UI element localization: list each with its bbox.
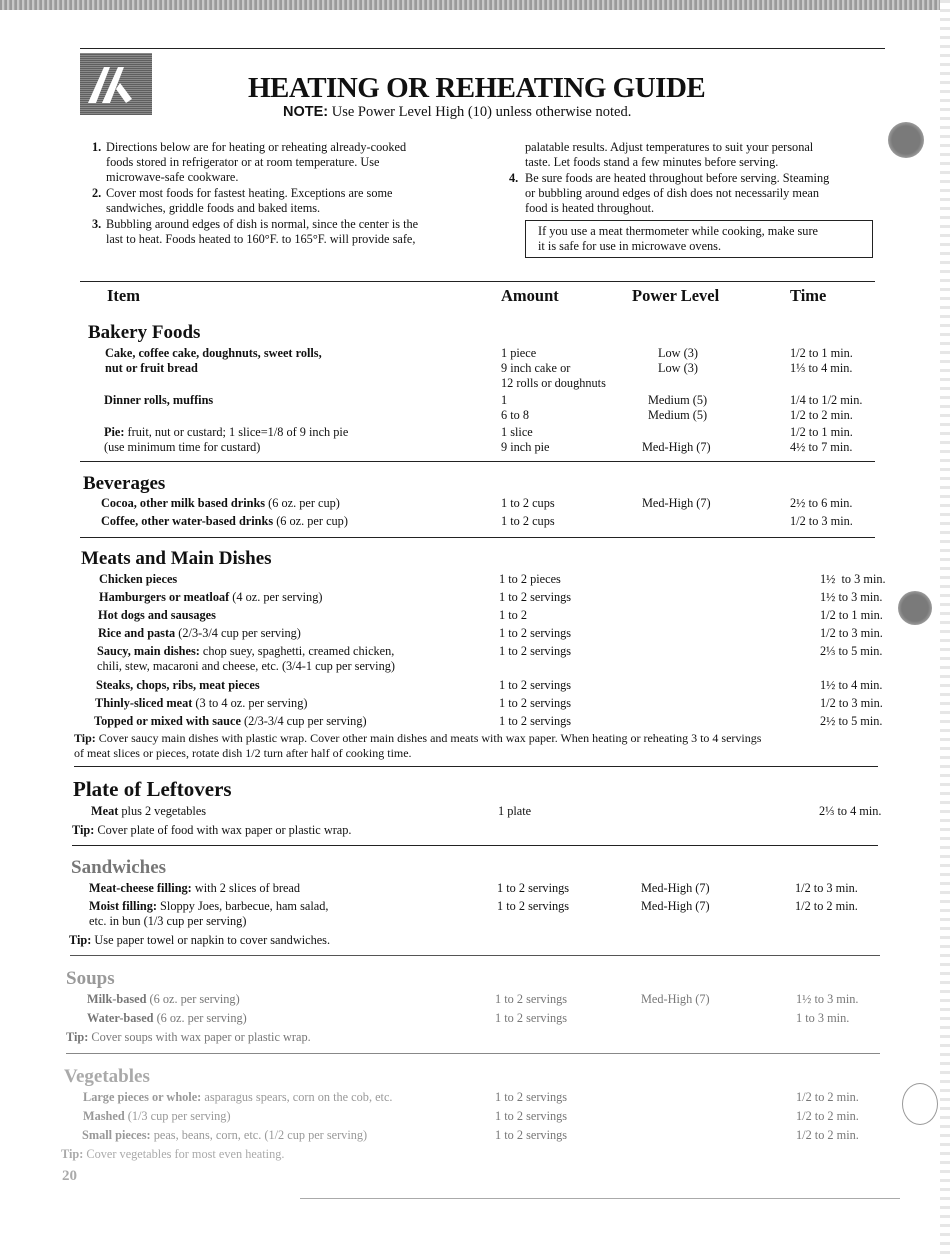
- table-row: Meat plus 2 vegetables: [91, 804, 207, 818]
- amount-cell: 1 to 2 servings: [499, 644, 572, 658]
- table-row: Steaks, chops, ribs, meat pieces: [96, 678, 260, 692]
- binder-hole-icon: [888, 122, 924, 158]
- amount-cell: 1 plate: [498, 804, 532, 818]
- amount-cell: 1 to 2 servings: [495, 1090, 568, 1104]
- intro-item-1: Directions below are for heating or reheating already-cooked foods stored in refrigerator or at room temperature. Use microwave-safe cookware.: [106, 140, 407, 184]
- time-cell: 2½ to 6 min.: [790, 496, 853, 510]
- time-cell: 2½ to 5 min.: [820, 714, 883, 728]
- soups-tip: Tip: Cover soups with wax paper or plastic wrap.: [66, 1030, 311, 1044]
- time-cell: 1/4 to 1/2 min. 1/2 to 2 min.: [790, 393, 863, 422]
- time-cell: 1½ to 4 min.: [820, 678, 883, 692]
- time-cell: 1/2 to 3 min.: [790, 514, 853, 528]
- col-header-item: Item: [107, 286, 140, 305]
- time-cell: 1/2 to 2 min.: [796, 1090, 859, 1104]
- section-rule: [70, 955, 880, 956]
- section-title-bakery: Bakery Foods: [88, 322, 201, 343]
- time-cell: 1½ to 3 min.: [796, 992, 859, 1006]
- time-cell: 1/2 to 1 min.: [820, 608, 883, 622]
- intro-item-3-continued: palatable results. Adjust temperatures to suit your personal taste. Let foods stand a few minutes before serving.: [525, 140, 814, 169]
- section-title-sandwiches: Sandwiches: [71, 857, 167, 878]
- table-row: Saucy, main dishes: chop suey, spaghetti, creamed chicken, chili, stew, macaroni and cheese, etc. (3/4-1 cup per serving): [97, 644, 395, 673]
- time-cell: 1/2 to 2 min.: [796, 1128, 859, 1142]
- table-row: Coffee, other water-based drinks (6 oz. per cup): [101, 514, 348, 528]
- microwave-logo-icon: [80, 53, 152, 115]
- meats-tip: Tip: Cover saucy main dishes with plastic wrap. Cover other main dishes and meats with wax paper. When heating or reheating 3 to 4 servings of meat slices or pieces, rotate dish 1/2 turn after half of cooking time.: [74, 731, 762, 760]
- amount-cell: 1 to 2 cups: [501, 496, 555, 510]
- thermometer-note: If you use a meat thermometer while cooking, make sure it is safe for use in microwave ovens.: [538, 224, 819, 253]
- intro-item-2: Cover most foods for fastest heating. Exceptions are some sandwiches, griddle foods and baked items.: [106, 186, 393, 215]
- time-cell: 1/2 to 2 min.: [795, 899, 858, 913]
- power-cell: Med-High (7): [642, 439, 711, 454]
- amount-cell: 1 to 2 cups: [501, 514, 555, 528]
- section-rule: [66, 1053, 880, 1054]
- scan-edge: [0, 0, 950, 10]
- intro-num: 4.: [509, 171, 519, 185]
- time-cell: 2⅓ to 4 min.: [819, 804, 882, 818]
- amount-cell: 1 to 2 servings: [495, 992, 568, 1006]
- power-cell: Low (3) Low (3): [658, 346, 698, 375]
- power-cell: Med-High (7): [641, 992, 710, 1006]
- intro-num: 3.: [92, 217, 102, 231]
- time-cell: 1/2 to 3 min.: [820, 626, 883, 640]
- table-row: Thinly-sliced meat (3 to 4 oz. per serving): [95, 696, 308, 710]
- note-line: [283, 105, 631, 120]
- page-title: HEATING OR REHEATING GUIDE: [248, 72, 706, 104]
- intro-item-3: Bubbling around edges of dish is normal, since the center is the last to heat. Foods heated to 160°F. to 165°F. will provide safe,: [106, 217, 419, 246]
- section-rule: [80, 537, 875, 538]
- amount-cell: 1 to 2 servings: [497, 881, 570, 895]
- time-cell: 1/2 to 3 min.: [820, 696, 883, 710]
- top-rule: [80, 48, 885, 49]
- table-row: Hot dogs and sausages: [98, 608, 216, 622]
- amount-cell: 1 to 2 servings: [497, 899, 570, 913]
- table-row: Dinner rolls, muffins: [104, 393, 214, 407]
- col-header-amount: Amount: [501, 286, 559, 305]
- section-rule: [80, 461, 875, 462]
- table-row: Rice and pasta (2/3-3/4 cup per serving): [98, 626, 301, 640]
- time-cell: 1½ to 3 min.: [820, 572, 886, 586]
- note-label: NOTE:: [283, 104, 329, 120]
- amount-cell: 1 to 2 pieces: [499, 572, 561, 586]
- amount-cell: 1 to 2: [499, 608, 528, 622]
- power-cell: Medium (5) Medium (5): [648, 393, 708, 422]
- table-row: Mashed (1/3 cup per serving): [83, 1109, 231, 1123]
- table-row: Pie: fruit, nut or custard; 1 slice=1/8 of 9 inch pie (use minimum time for custard): [104, 425, 349, 454]
- section-title-vegetables: Vegetables: [64, 1066, 150, 1087]
- time-cell: 1/2 to 3 min.: [795, 881, 858, 895]
- vegetables-tip: Tip: Cover vegetables for most even heating.: [61, 1147, 285, 1161]
- note-text: Use Power Level High (10) unless otherwise noted.: [331, 104, 632, 120]
- section-title-meats: Meats and Main Dishes: [81, 548, 272, 569]
- amount-cell: 1 to 2 servings: [499, 590, 572, 604]
- header-rule: [80, 281, 875, 282]
- intro-num: 1.: [92, 140, 102, 154]
- power-cell: Med-High (7): [641, 899, 710, 913]
- amount-cell: 1 piece 9 inch cake or 12 rolls or doughnuts: [501, 346, 606, 390]
- amount-cell: 1 to 2 servings: [499, 714, 572, 728]
- table-row: Cocoa, other milk based drinks (6 oz. per cup): [101, 496, 340, 510]
- amount-cell: 1 to 2 servings: [499, 626, 572, 640]
- table-row: Large pieces or whole: asparagus spears, corn on the cob, etc.: [83, 1090, 393, 1104]
- scan-side-edge: [940, 0, 950, 1254]
- table-row: Cake, coffee cake, doughnuts, sweet rolls, nut or fruit bread: [105, 346, 322, 375]
- bottom-rule: [300, 1198, 900, 1199]
- amount-cell: 1 to 2 servings: [495, 1128, 568, 1142]
- section-rule: [74, 766, 878, 767]
- section-title-leftovers: Plate of Leftovers: [73, 777, 232, 801]
- table-row: Small pieces: peas, beans, corn, etc. (1/2 cup per serving): [82, 1128, 368, 1142]
- time-cell: 1½ to 3 min.: [820, 590, 883, 604]
- time-cell: 1/2 to 1 min. 1⅓ to 4 min.: [790, 346, 853, 375]
- amount-cell: 1 to 2 servings: [495, 1011, 568, 1025]
- amount-cell: 1 to 2 servings: [495, 1109, 568, 1123]
- sandwiches-tip: Tip: Use paper towel or napkin to cover sandwiches.: [69, 933, 331, 947]
- amount-cell: 1 6 to 8: [501, 393, 530, 422]
- section-title-soups: Soups: [66, 968, 115, 989]
- table-row: Hamburgers or meatloaf (4 oz. per serving): [99, 590, 323, 604]
- binder-hole-icon: [898, 591, 932, 625]
- time-cell: 1 to 3 min.: [796, 1011, 850, 1025]
- section-title-beverages: Beverages: [83, 473, 166, 494]
- table-row: Chicken pieces: [99, 572, 178, 586]
- power-cell: Med-High (7): [642, 496, 711, 510]
- amount-cell: 1 slice 9 inch pie: [501, 425, 550, 454]
- time-cell: 1/2 to 2 min.: [796, 1109, 859, 1123]
- table-row: Milk-based (6 oz. per serving): [87, 992, 240, 1006]
- page-number: 20: [62, 1168, 77, 1184]
- col-header-power: Power Level: [632, 286, 720, 305]
- table-row: Moist filling: Sloppy Joes, barbecue, ham salad, etc. in bun (1/3 cup per serving): [89, 899, 329, 928]
- leftovers-tip: Tip: Cover plate of food with wax paper or plastic wrap.: [72, 823, 352, 837]
- thermometer-note-box: [525, 220, 873, 258]
- table-row: Topped or mixed with sauce (2/3-3/4 cup per serving): [94, 714, 367, 728]
- intro-num: 2.: [92, 186, 102, 200]
- col-header-time: Time: [790, 286, 827, 305]
- time-cell: 2⅓ to 5 min.: [820, 644, 883, 658]
- time-cell: 1/2 to 1 min. 4½ to 7 min.: [790, 425, 853, 454]
- intro-item-4: Be sure foods are heated throughout before serving. Steaming or bubbling around edges of dish does not necessarily mean food is heated throughout.: [525, 171, 830, 215]
- amount-cell: 1 to 2 servings: [499, 678, 572, 692]
- table-row: Meat-cheese filling: with 2 slices of bread: [89, 881, 301, 895]
- binder-hole-outline-icon: [902, 1083, 938, 1125]
- power-cell: Med-High (7): [641, 881, 710, 895]
- table-row: Water-based (6 oz. per serving): [87, 1011, 247, 1025]
- amount-cell: 1 to 2 servings: [499, 696, 572, 710]
- section-rule: [72, 845, 878, 846]
